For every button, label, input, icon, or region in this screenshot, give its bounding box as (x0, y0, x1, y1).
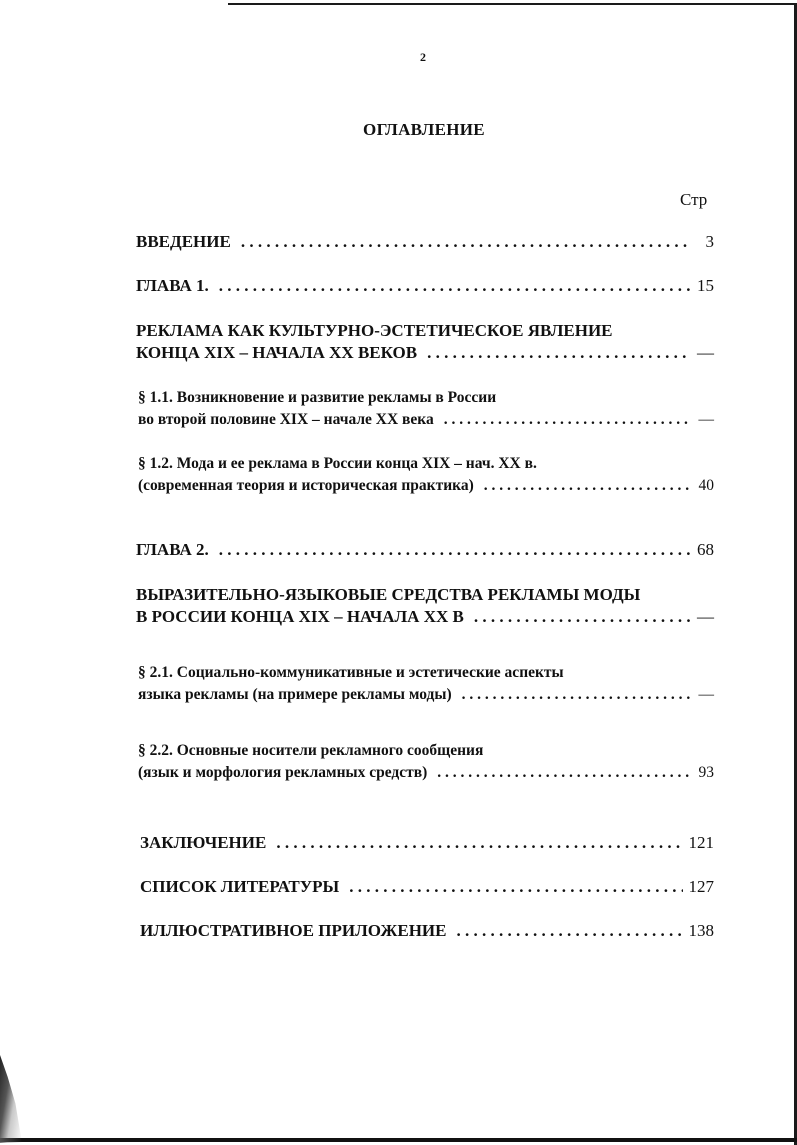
toc-entry-section-1-1 (138, 387, 714, 431)
dot-leader (241, 231, 690, 253)
toc-entry-bibliography (140, 876, 714, 898)
toc-entry-page: 93 (698, 764, 714, 781)
toc-entry-page: 127 (688, 877, 714, 896)
toc-line (140, 832, 714, 854)
toc-entry-label: ЗАКЛЮЧЕНИЕ (140, 833, 267, 852)
toc-entry-label: § 2.2. Основные носители рекламного сообщения (138, 742, 484, 759)
toc-entry-page: 68 (697, 540, 714, 559)
toc-line (136, 320, 714, 342)
dot-leader (484, 475, 690, 497)
toc-title: ОГЛАВЛЕНИЕ (363, 120, 485, 139)
toc-entry-section-2-2 (138, 740, 714, 784)
toc-entry-introduction (136, 231, 714, 253)
toc-line (138, 662, 714, 684)
toc-line (140, 876, 714, 898)
dot-leader (437, 762, 690, 784)
toc-entry-page: 40 (698, 477, 714, 494)
toc-line (138, 762, 714, 784)
dot-leader (462, 684, 690, 706)
toc-line (138, 475, 714, 497)
toc-entry-page: — (697, 607, 714, 626)
toc-line (138, 409, 714, 431)
toc-entry-label: во второй половине XIX – начале XX века (138, 411, 434, 428)
toc-line (138, 684, 714, 706)
toc-entry-label: КОНЦА XIX – НАЧАЛА XX ВЕКОВ (136, 343, 418, 362)
dot-leader (276, 832, 682, 854)
toc-line (138, 387, 714, 409)
page-number: 2 (420, 50, 426, 64)
toc-line (138, 740, 714, 762)
toc-entry-page: — (698, 411, 714, 428)
toc-entry-label: РЕКЛАМА КАК КУЛЬТУРНО-ЭСТЕТИЧЕСКОЕ ЯВЛЕНИЕ (136, 321, 613, 340)
page-column-header: Стр (680, 190, 708, 209)
toc-entry-label: ИЛЛЮСТРАТИВНОЕ ПРИЛОЖЕНИЕ (140, 921, 447, 940)
toc-entry-label: ВЫРАЗИТЕЛЬНО-ЯЗЫКОВЫЕ СРЕДСТВА РЕКЛАМЫ МОДЫ (136, 585, 641, 604)
toc-line (140, 920, 714, 942)
toc-entry-label: § 1.2. Мода и ее реклама в России конца XIX – нач. XX в. (138, 455, 537, 472)
toc-entry-label: ВВЕДЕНИЕ (136, 232, 231, 251)
dot-leader (474, 606, 690, 628)
toc-line (136, 606, 714, 628)
dot-leader (219, 275, 690, 297)
toc-line (138, 453, 714, 475)
toc-entry-label: § 1.1. Возникновение и развитие рекламы в России (138, 389, 497, 406)
dot-leader (349, 876, 682, 898)
toc-entry-label: ГЛАВА 2. (136, 540, 209, 559)
toc-line (136, 342, 714, 364)
toc-entry-page: 3 (705, 232, 714, 251)
toc-entry-label: (современная теория и историческая практика) (138, 477, 474, 494)
toc-line (136, 584, 714, 606)
scan-bottom-border (0, 1138, 797, 1142)
toc-entry-page: 15 (697, 276, 714, 295)
toc-entry-label: СПИСОК ЛИТЕРАТУРЫ (140, 877, 340, 896)
scan-corner-shadow (0, 1055, 22, 1143)
toc-line (136, 275, 714, 297)
toc-entry-page: — (697, 343, 714, 362)
toc-line (136, 539, 714, 561)
dot-leader (456, 920, 682, 942)
toc-entry-appendix (140, 920, 714, 942)
toc-entry-section-1-2 (138, 453, 714, 497)
toc-entry-chapter-2-title (136, 584, 714, 628)
toc-entry-page: 138 (688, 921, 714, 940)
dot-leader (427, 342, 690, 364)
dot-leader (444, 409, 690, 431)
scan-top-border (228, 3, 797, 5)
toc-entry-conclusion (140, 832, 714, 854)
toc-entry-chapter-1-title (136, 320, 714, 364)
toc-entry-page: — (698, 686, 714, 703)
toc-entry-chapter-1 (136, 275, 714, 297)
toc-entry-label: ГЛАВА 1. (136, 276, 209, 295)
toc-entry-chapter-2 (136, 539, 714, 561)
toc-entry-label: (язык и морфология рекламных средств) (138, 764, 428, 781)
toc-entry-section-2-1 (138, 662, 714, 706)
toc-entry-label: В РОССИИ КОНЦА XIX – НАЧАЛА XX В (136, 607, 464, 626)
toc-entry-page: 121 (688, 833, 714, 852)
toc-entry-label: § 2.1. Социально-коммуникативные и эстетические аспекты (138, 664, 564, 681)
dot-leader (219, 539, 690, 561)
toc-line (136, 231, 714, 253)
toc-entry-label: языка рекламы (на примере рекламы моды) (138, 686, 452, 703)
